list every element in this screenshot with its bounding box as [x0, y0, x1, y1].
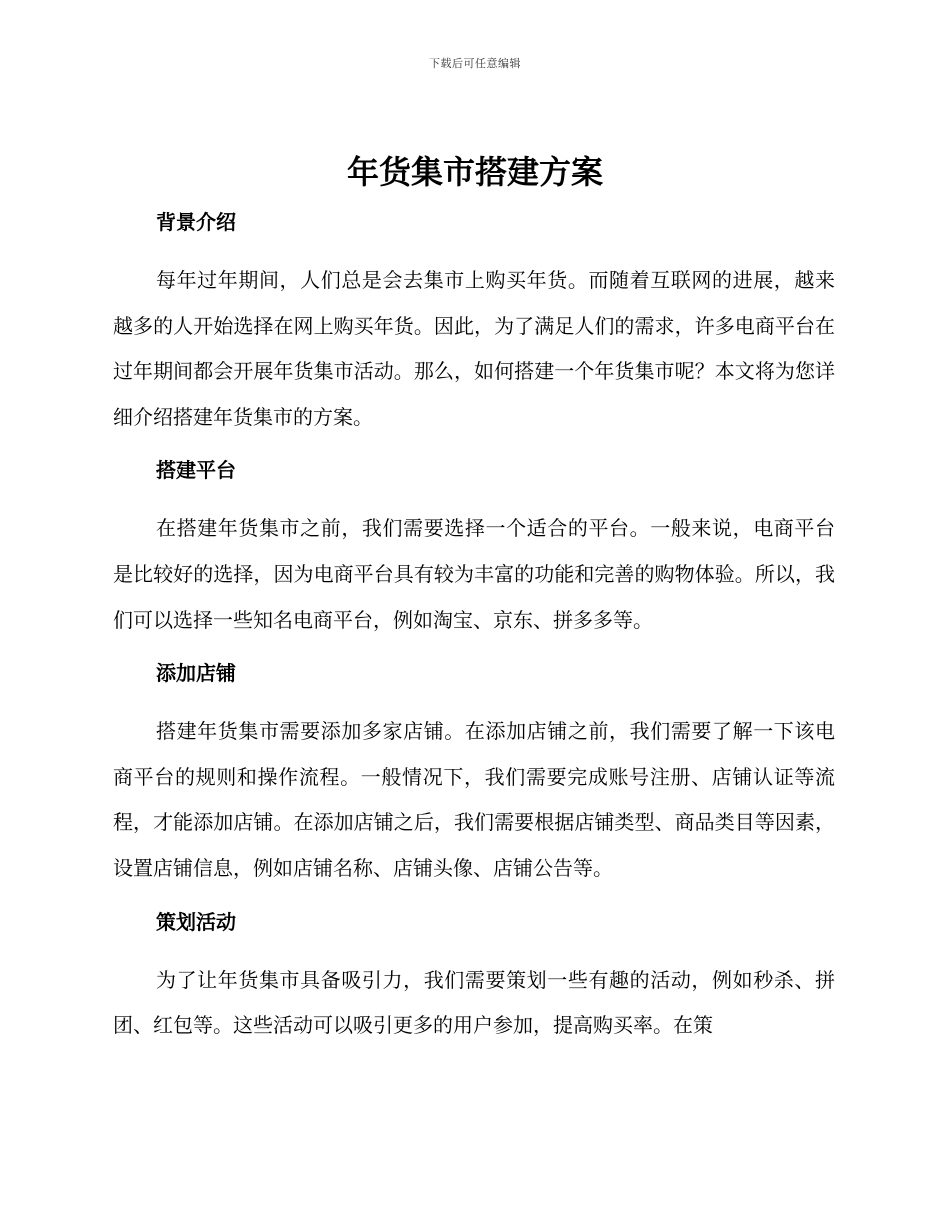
page-header-note: 下载后可任意编辑 — [429, 57, 521, 70]
section-paragraph: 搭建年货集市需要添加多家店铺。在添加店铺之前，我们需要了解一下该电商平台的规则和操作流程。一般情况下，我们需要完成账号注册、店铺认证等流程，才能添加店铺。在添加店铺之后，我们需要根据店铺类型、商品类目等因素，设置店铺信息，例如店铺名称、店铺头像、店铺公告等。 — [113, 719, 835, 880]
section-paragraph: 每年过年期间，人们总是会去集市上购买年货。而随着互联网的进展，越来越多的人开始选择在网上购买年货。因此，为了满足人们的需求，许多电商平台在过年期间都会开展年货集市活动。那么，如何搭建一个年货集市呢？本文将为您详细介绍搭建年货集市的方案。 — [113, 268, 835, 429]
section-background — [113, 204, 835, 440]
section-add-shops — [113, 655, 835, 891]
section-heading: 添加店铺 — [156, 661, 236, 686]
document-body — [113, 204, 835, 1061]
section-heading: 搭建平台 — [156, 458, 236, 483]
section-platform — [113, 452, 835, 643]
section-paragraph: 在搭建年货集市之前，我们需要选择一个适合的平台。一般来说，电商平台是比较好的选择，因为电商平台具有较为丰富的功能和完善的购物体验。所以，我们可以选择一些知名电商平台，例如淘宝、京东、拼多多等。 — [113, 516, 835, 632]
section-paragraph: 为了让年货集市具备吸引力，我们需要策划一些有趣的活动，例如秒杀、拼团、红包等。这些活动可以吸引更多的用户参加，提高购买率。在策 — [113, 967, 835, 1038]
section-activities — [113, 904, 835, 1049]
section-heading: 背景介绍 — [156, 210, 236, 234]
document-title: 年货集市搭建方案 — [346, 153, 603, 191]
section-heading: 策划活动 — [156, 909, 236, 934]
